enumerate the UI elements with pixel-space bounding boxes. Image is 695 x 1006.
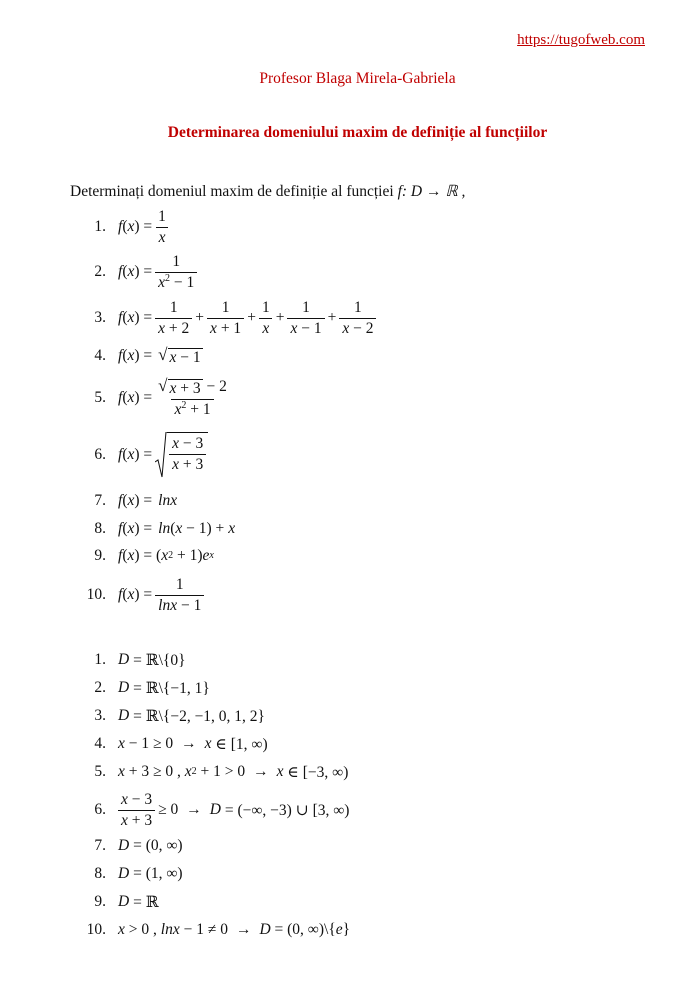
problem-formula: f ( x ) = lnx xyxy=(118,492,178,509)
answer-2 xyxy=(70,673,210,703)
problem-formula: f ( x ) = $\frac{1}{x + 2}$ + $\frac{1}{x + 1}$ + $\frac{1}{x}$ + $\frac{1}{x - 1}$ + $\frac{1}{x - 2}$ xyxy=(118,299,379,338)
problem-8 xyxy=(70,514,235,544)
intro-text: Determinați domeniul maxim de definiție al funcției xyxy=(70,183,394,200)
answer-3 xyxy=(70,701,265,731)
answer-number: 1. xyxy=(94,651,106,668)
answer-formula: x > 0 , lnx − 1 ≠ 0 → D = (0, ∞)\{ e } xyxy=(118,921,351,938)
answer-formula: D = ℝ\{0} xyxy=(118,651,186,669)
problem-number: 2. xyxy=(94,263,106,280)
problem-formula: f ( x ) = $\frac{1}{x}$ xyxy=(118,208,172,247)
intro-formula: f: D → ℝ , xyxy=(397,183,466,200)
answer-number: 9. xyxy=(94,893,106,910)
intro-statement xyxy=(70,182,465,201)
problem-number: 9. xyxy=(94,547,106,564)
answer-formula: D = (1, ∞) xyxy=(118,865,183,882)
problem-formula: f ( x ) = √ x + 3 − 2 $x^2 + 1$ xyxy=(118,376,227,418)
problem-7 xyxy=(70,486,177,516)
problem-9 xyxy=(70,541,214,571)
answer-formula: $\frac{x - 3}{x + 3}$ ≥ 0 → D = (−∞, −3) ∪ [3, ∞) xyxy=(118,791,349,830)
problem-6 xyxy=(70,435,208,473)
answer-7 xyxy=(70,831,183,861)
problem-number: 3. xyxy=(94,309,106,326)
website-link[interactable]: https://tugofweb.com xyxy=(517,32,645,48)
answer-formula: x + 3 ≥ 0 , x 2 + 1 > 0 → x ∈ [−3, ∞) xyxy=(118,763,349,781)
author-name: Profesor Blaga Mirela-Gabriela xyxy=(259,70,456,87)
answer-number: 2. xyxy=(94,679,106,696)
answer-number: 6. xyxy=(94,801,106,818)
answer-formula: x − 1 ≥ 0 → x ∈ [1, ∞) xyxy=(118,735,268,753)
problem-number: 5. xyxy=(94,389,106,406)
problem-3 xyxy=(70,298,379,337)
answer-number: 5. xyxy=(94,763,106,780)
problem-2 xyxy=(70,252,200,291)
problem-number: 8. xyxy=(94,520,106,537)
problem-formula: f ( x ) = √ x − 1 xyxy=(118,344,201,366)
problem-formula: f ( x ) = ln ( x − 1) + x xyxy=(118,520,236,537)
page-title: Determinarea domeniului maxim de definiție al funcțiilor xyxy=(167,124,548,141)
problem-formula: f ( x ) = $\frac{x - 3}{x + 3}$ xyxy=(118,432,208,478)
problem-10 xyxy=(70,575,207,614)
answer-number: 10. xyxy=(86,921,106,938)
problem-number: 1. xyxy=(94,218,106,235)
answer-9 xyxy=(70,887,159,917)
problem-formula: f ( x ) = ( x 2 + 1) e x xyxy=(118,547,214,564)
answer-10 xyxy=(70,915,350,945)
answer-1 xyxy=(70,645,186,675)
answer-number: 3. xyxy=(94,707,106,724)
answer-number: 4. xyxy=(94,735,106,752)
problem-number: 7. xyxy=(94,492,106,509)
answer-formula: D = ℝ\{−1, 1} xyxy=(118,679,210,697)
answer-8 xyxy=(70,859,183,889)
answer-formula: D = (0, ∞) xyxy=(118,837,183,854)
radical-sign xyxy=(155,432,167,478)
problem-number: 10. xyxy=(86,586,106,603)
answer-formula: D = ℝ\{−2, −1, 0, 1, 2} xyxy=(118,707,265,725)
answer-6 xyxy=(70,790,350,829)
answer-5 xyxy=(70,757,348,787)
answer-4 xyxy=(70,729,268,759)
answer-number: 7. xyxy=(94,837,106,854)
problem-formula: f ( x ) = $\frac{1}{\ln x - 1}$ xyxy=(118,576,207,615)
problem-4 xyxy=(70,341,203,371)
answer-formula: D = ℝ xyxy=(118,893,159,911)
problem-formula: f ( x ) = $\frac{1}{x^2 - 1}$ xyxy=(118,253,200,292)
answer-number: 8. xyxy=(94,865,106,882)
problem-5 xyxy=(70,376,233,418)
problem-number: 4. xyxy=(94,347,106,364)
problem-number: 6. xyxy=(94,446,106,463)
problem-1 xyxy=(70,207,172,246)
